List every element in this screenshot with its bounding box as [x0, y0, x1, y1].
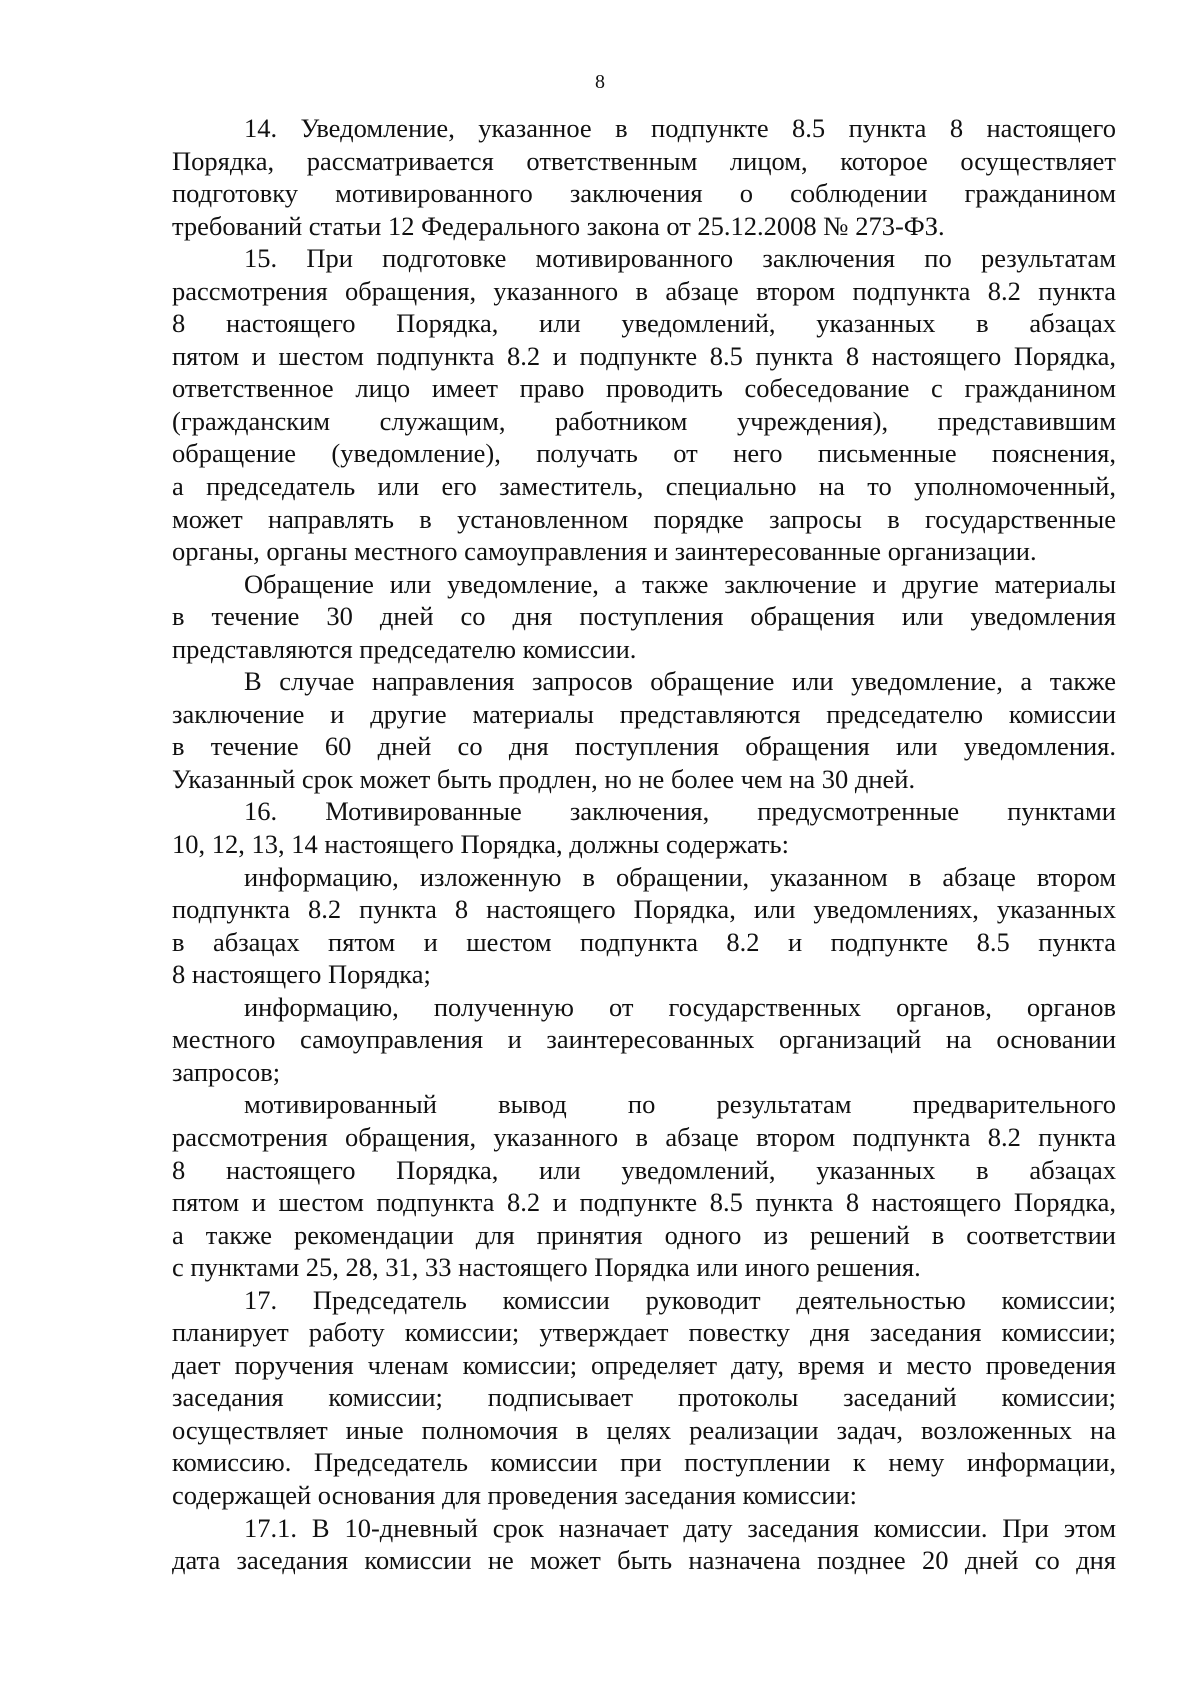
text-line: дата заседания комиссии не может быть назначена позднее 20 дней со дня [172, 1545, 1116, 1576]
text-line: 14. Уведомление, указанное в подпункте 8.5 пункта 8 настоящего [244, 113, 1116, 143]
text-line: может направлять в установленном порядке запросы в государственные [172, 503, 1116, 534]
text-line: информацию, полученную от государственных органов, органов [244, 991, 1116, 1022]
text-line: мотивированный вывод по результатам предварительного [244, 1089, 1116, 1120]
text-line: рассмотрения обращения, указанного в абзаце втором подпункта 8.2 пункта [172, 275, 1116, 306]
text-line: в абзацах пятом и шестом подпункта 8.2 и подпункте 8.5 пункта [172, 926, 1116, 957]
text-line: (гражданским служащим, работником учреждения), представившим [172, 405, 1116, 436]
text-line: Указанный срок может быть продлен, но не более чем на 30 дней. [172, 763, 916, 794]
page-number: 8 [595, 71, 605, 93]
text-line: запросов; [172, 1056, 281, 1087]
text-line: подготовку мотивированного заключения о соблюдении гражданином [172, 178, 1116, 209]
text-line: дает поручения членам комиссии; определяет дату, время и место проведения [172, 1349, 1116, 1380]
text-line: 8 настоящего Порядка, или уведомлений, указанных в абзацах [172, 308, 1116, 339]
text-line: в течение 30 дней со дня поступления обращения или уведомления [172, 601, 1116, 632]
text-line: пятом и шестом подпункта 8.2 и подпункте 8.5 пункта 8 настоящего Порядка, [172, 340, 1116, 371]
document-body [172, 112, 1116, 1577]
text-line: осуществляет иные полномочия в целях реализации задач, возложенных на [172, 1414, 1116, 1445]
text-line: заседания комиссии; подписывает протоколы заседаний комиссии; [172, 1382, 1116, 1413]
text-line: информацию, изложенную в обращении, указанном в абзаце втором [244, 861, 1116, 892]
text-line: ответственное лицо имеет право проводить собеседование с гражданином [172, 373, 1116, 404]
text-line: представляются председателю комиссии. [172, 633, 637, 664]
text-line: 16. Мотивированные заключения, предусмотренные пунктами [244, 796, 1116, 827]
text-line: 15. При подготовке мотивированного заключения по результатам [244, 243, 1116, 274]
text-line: а также рекомендации для принятия одного из решений в соответствии [172, 1219, 1116, 1250]
text-line: рассмотрения обращения, указанного в абзаце втором подпункта 8.2 пункта [172, 1121, 1116, 1152]
text-line: пятом и шестом подпункта 8.2 и подпункте 8.5 пункта 8 настоящего Порядка, [172, 1187, 1116, 1218]
text-line: В случае направления запросов обращение или уведомление, а также [244, 666, 1116, 697]
text-line: 8 настоящего Порядка, или уведомлений, указанных в абзацах [172, 1154, 1116, 1185]
text-line: требований статьи 12 Федерального закона от 25.12.2008 № 273-ФЗ. [172, 210, 945, 241]
text-line: 17. Председатель комиссии руководит деятельностью комиссии; [244, 1284, 1116, 1315]
text-line: заключение и другие материалы представляются председателю комиссии [172, 698, 1116, 729]
text-line: 10, 12, 13, 14 настоящего Порядка, должны содержать: [172, 829, 789, 860]
text-line: Порядка, рассматривается ответственным лицом, которое осуществляет [172, 145, 1116, 176]
text-line: комиссию. Председатель комиссии при поступлении к нему информации, [172, 1447, 1116, 1478]
text-line: обращение (уведомление), получать от него письменные пояснения, [172, 438, 1116, 469]
text-line: планирует работу комиссии; утверждает повестку дня заседания комиссии; [172, 1317, 1116, 1348]
text-line: 17.1. В 10-дневный срок назначает дату заседания комиссии. При этом [244, 1512, 1116, 1543]
text-line: с пунктами 25, 28, 31, 33 настоящего Порядка или иного решения. [172, 1252, 921, 1283]
text-line: местного самоуправления и заинтересованных организаций на основании [172, 1024, 1116, 1055]
text-line: а председатель или его заместитель, специально на то уполномоченный, [172, 471, 1116, 502]
text-line: содержащей основания для проведения заседания комиссии: [172, 1479, 858, 1510]
text-line: Обращение или уведомление, а также заключение и другие материалы [244, 568, 1116, 599]
text-line: в течение 60 дней со дня поступления обращения или уведомления. [172, 731, 1116, 762]
text-line: органы, органы местного самоуправления и заинтересованные организации. [172, 536, 1037, 567]
text-line: 8 настоящего Порядка; [172, 959, 431, 990]
text-line: подпункта 8.2 пункта 8 настоящего Порядка, или уведомлениях, указанных [172, 894, 1116, 925]
